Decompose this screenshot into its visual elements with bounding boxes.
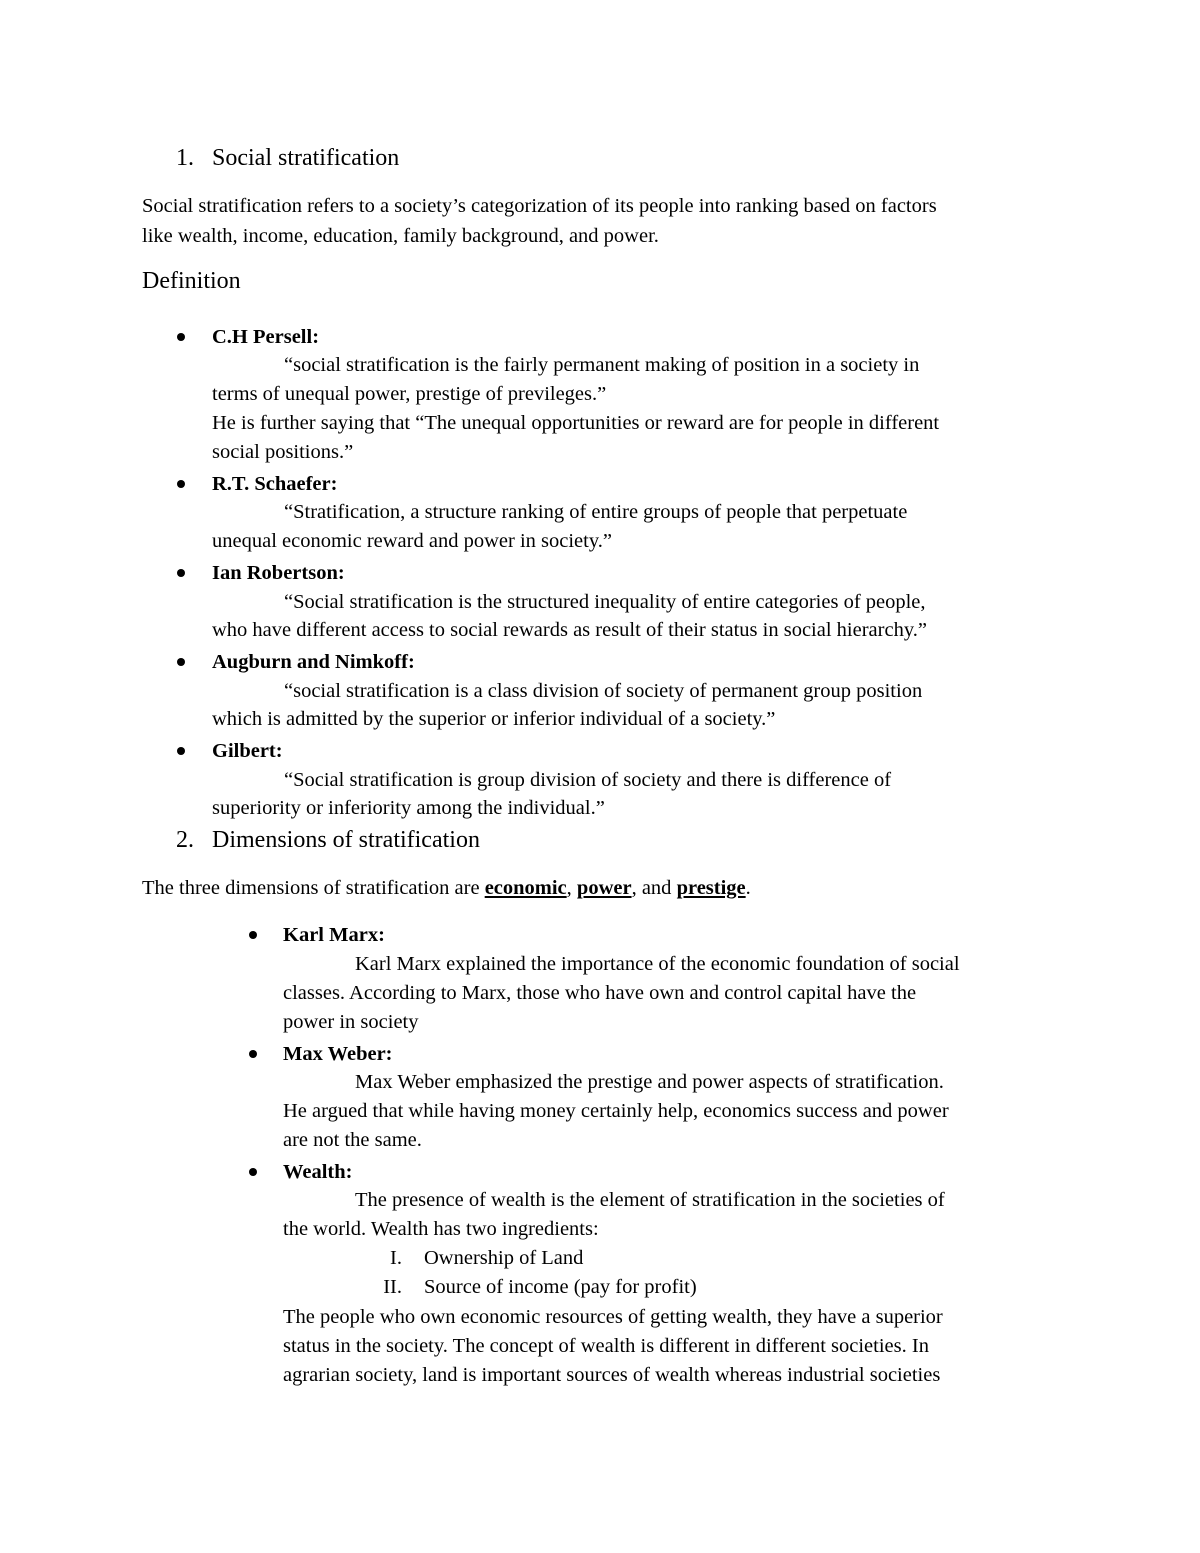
- section-2-heading: Dimensions of stratification: [212, 827, 480, 853]
- bullet-icon: [177, 480, 185, 488]
- sublist-item: Ownership of Land: [424, 1247, 584, 1269]
- definition-line: He is further saying that “The unequal opportunities or reward are for people in different: [212, 412, 940, 434]
- bullet-icon: [177, 333, 185, 341]
- definition-author: C.H Persell:: [212, 326, 320, 348]
- definition-line: who have different access to social rewards as result of their status in social hierarchy.”: [212, 619, 927, 641]
- separator: ,: [566, 877, 577, 899]
- dimension-line: classes. According to Marx, those who have own and control capital have the: [283, 982, 917, 1004]
- definition-author: R.T. Schaefer:: [212, 473, 338, 495]
- dimension-line: the world. Wealth has two ingredients:: [283, 1218, 599, 1240]
- definition-line: “Social stratification is the structured inequality of entire categories of people,: [284, 591, 926, 613]
- dimension-line: The people who own economic resources of getting wealth, they have a superior: [283, 1306, 943, 1328]
- intro-line: like wealth, income, education, family background, and power.: [142, 225, 659, 247]
- definition-heading: Definition: [142, 268, 241, 294]
- definition-line: terms of unequal power, prestige of previleges.”: [212, 383, 607, 405]
- definition-line: which is admitted by the superior or inferior individual of a society.”: [212, 708, 776, 730]
- definition-line: “Social stratification is group division of society and there is difference of: [284, 769, 892, 791]
- bullet-icon: [249, 931, 257, 939]
- separator: , and: [631, 877, 677, 899]
- section-1-number: 1.: [176, 145, 194, 171]
- term-prestige: prestige: [676, 877, 746, 899]
- term-power: power: [576, 877, 632, 899]
- dimension-line: He argued that while having money certainly help, economics success and power: [283, 1100, 949, 1122]
- dimension-line: are not the same.: [283, 1129, 422, 1151]
- definition-author: Ian Robertson:: [212, 562, 345, 584]
- dimension-line: agrarian society, land is important sources of wealth whereas industrial societies: [283, 1364, 941, 1386]
- definition-line: “social stratification is the fairly permanent making of position in a society in: [284, 354, 920, 376]
- dimension-title: Karl Marx:: [283, 924, 385, 946]
- section-2-number: 2.: [176, 827, 194, 853]
- term-economic: economic: [484, 877, 567, 899]
- sublist-numeral: II.: [383, 1276, 402, 1298]
- definition-line: social positions.”: [212, 441, 354, 463]
- definition-line: “Stratification, a structure ranking of entire groups of people that perpetuate: [284, 501, 908, 523]
- bullet-icon: [177, 569, 185, 577]
- dimension-title: Max Weber:: [283, 1043, 393, 1065]
- dimension-line: Max Weber emphasized the prestige and power aspects of stratification.: [355, 1071, 944, 1093]
- definition-author: Augburn and Nimkoff:: [212, 651, 415, 673]
- bullet-icon: [249, 1050, 257, 1058]
- definition-line: superiority or inferiority among the individual.”: [212, 797, 605, 819]
- bullet-icon: [177, 658, 185, 666]
- definition-author: Gilbert:: [212, 740, 283, 762]
- bullet-icon: [177, 747, 185, 755]
- dimension-line: power in society: [283, 1011, 419, 1033]
- dimensions-intro: [142, 873, 751, 903]
- definition-line: “social stratification is a class division of society of permanent group position: [284, 680, 923, 702]
- dimension-line: Karl Marx explained the importance of the economic foundation of social: [355, 953, 960, 975]
- sublist-numeral: I.: [390, 1247, 402, 1269]
- definition-line: unequal economic reward and power in society.”: [212, 530, 612, 552]
- period: .: [745, 877, 751, 899]
- intro-line: Social stratification refers to a society’s categorization of its people into ranking based on factors: [142, 195, 937, 217]
- dimension-line: status in the society. The concept of wealth is different in different societies. In: [283, 1335, 929, 1357]
- dimension-title: Wealth:: [283, 1161, 353, 1183]
- dimensions-intro-text: The three dimensions of stratification are: [142, 877, 485, 899]
- section-1-heading: Social stratification: [212, 145, 400, 171]
- sublist-item: Source of income (pay for profit): [424, 1276, 697, 1298]
- bullet-icon: [249, 1168, 257, 1176]
- dimension-line: The presence of wealth is the element of stratification in the societies of: [355, 1189, 945, 1211]
